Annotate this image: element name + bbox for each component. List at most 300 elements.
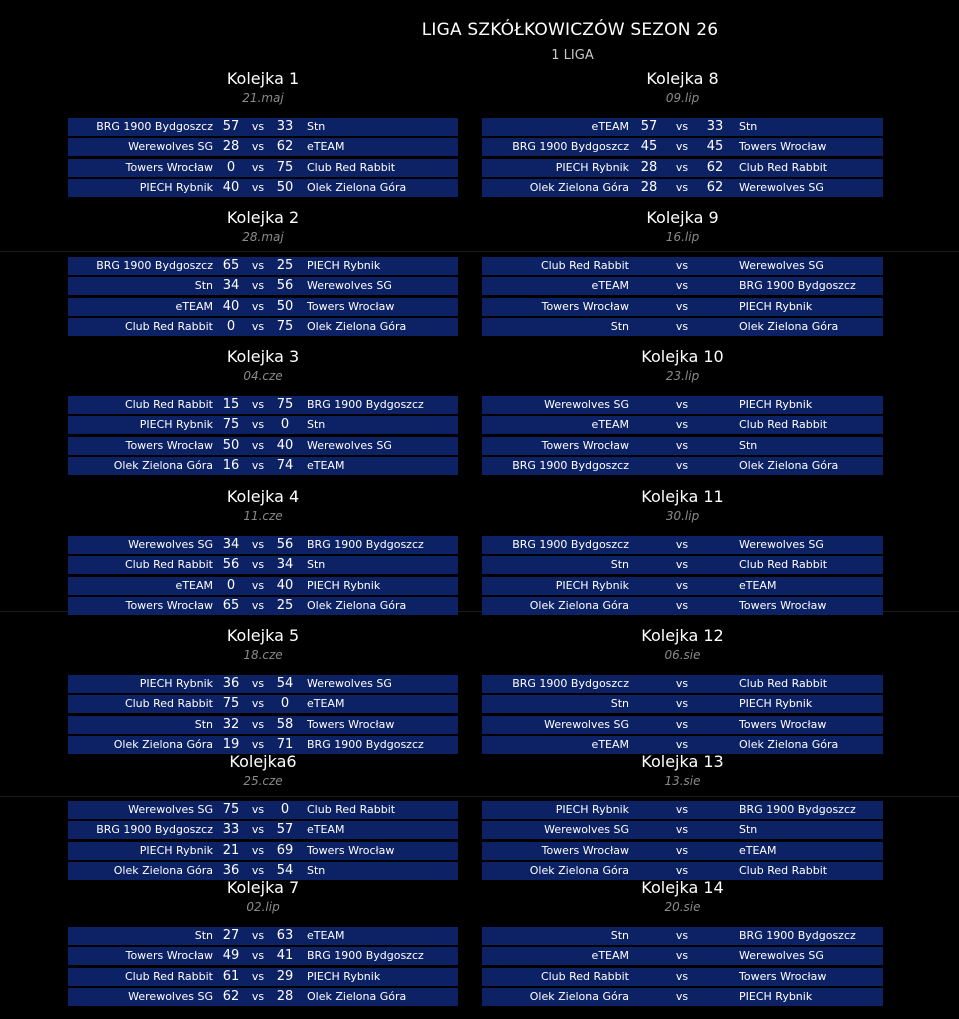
away-score: 50 xyxy=(276,298,294,314)
round-title: Kolejka 3 xyxy=(226,347,300,366)
away-score: 62 xyxy=(706,179,724,195)
round-block xyxy=(68,751,458,882)
home-score xyxy=(629,318,669,336)
match-row xyxy=(482,416,883,434)
match-row xyxy=(68,179,458,197)
away-score xyxy=(695,318,735,336)
home-score xyxy=(629,716,669,734)
home-score: 40 xyxy=(222,298,240,314)
home-score xyxy=(629,396,669,414)
away-team: PIECH Rybnik xyxy=(739,299,813,313)
versus-label: vs xyxy=(675,697,689,711)
home-team: Stn xyxy=(194,717,213,731)
round-title: Kolejka 5 xyxy=(226,626,300,645)
home-score: 56 xyxy=(222,557,240,573)
match-row xyxy=(482,118,883,136)
versus-label: vs xyxy=(675,299,689,313)
match-row xyxy=(68,396,458,414)
home-score xyxy=(629,821,669,839)
away-team: eTEAM xyxy=(307,697,345,711)
home-score: 34 xyxy=(222,278,240,294)
home-score: 36 xyxy=(222,676,240,691)
home-team: eTEAM xyxy=(591,120,629,133)
away-score: 0 xyxy=(280,802,290,817)
away-team: Olek Zielona Góra xyxy=(307,319,407,333)
away-score: 33 xyxy=(706,119,724,134)
home-team: BRG 1900 Bydgoszcz xyxy=(96,259,213,272)
match-row xyxy=(482,318,883,336)
round-title: Kolejka 4 xyxy=(226,487,300,506)
home-team: eTEAM xyxy=(591,418,629,432)
match-row xyxy=(68,695,458,713)
home-team: Club Red Rabbit xyxy=(124,697,213,711)
versus-label: vs xyxy=(251,180,265,194)
match-row xyxy=(482,842,883,860)
home-score xyxy=(629,675,669,693)
versus-label: vs xyxy=(251,677,265,690)
away-team: PIECH Rybnik xyxy=(739,989,813,1003)
home-score: 75 xyxy=(222,417,240,433)
versus-label: vs xyxy=(251,949,265,963)
versus-label: vs xyxy=(251,929,265,942)
away-score xyxy=(695,842,735,860)
away-score: 29 xyxy=(276,968,294,984)
home-team: Club Red Rabbit xyxy=(124,398,213,411)
round-title: Kolejka 10 xyxy=(641,347,724,366)
round-date: 02.lip xyxy=(246,900,280,914)
match-row xyxy=(482,821,883,839)
home-team: Olek Zielona Góra xyxy=(529,180,629,194)
match-row xyxy=(68,927,458,945)
away-score xyxy=(695,947,735,965)
away-team: Werewolves SG xyxy=(739,180,824,194)
home-team: eTEAM xyxy=(591,949,629,963)
home-score: 62 xyxy=(222,988,240,1004)
away-team: PIECH Rybnik xyxy=(307,969,381,983)
home-score: 21 xyxy=(222,842,240,858)
home-team: Werewolves SG xyxy=(544,717,629,731)
home-score: 28 xyxy=(640,159,658,175)
away-score: 40 xyxy=(276,437,294,453)
away-team: Club Red Rabbit xyxy=(739,418,828,432)
versus-label: vs xyxy=(675,578,689,592)
match-row xyxy=(68,577,458,595)
round-title: Kolejka 13 xyxy=(641,752,724,771)
versus-label: vs xyxy=(675,319,689,333)
away-team: Club Red Rabbit xyxy=(739,558,828,572)
home-score: 32 xyxy=(222,716,240,732)
away-score xyxy=(695,457,735,475)
away-team: Stn xyxy=(307,558,326,572)
versus-label: vs xyxy=(251,319,265,333)
away-score: 45 xyxy=(706,139,724,155)
home-score xyxy=(629,298,669,316)
page-subtitle: 1 LIGA xyxy=(551,48,594,63)
match-row xyxy=(482,988,883,1006)
away-score: 75 xyxy=(276,397,294,412)
away-team: Towers Wrocław xyxy=(307,299,395,313)
home-team: Olek Zielona Góra xyxy=(529,989,629,1003)
away-score xyxy=(695,821,735,839)
match-row xyxy=(68,801,458,819)
away-team: Stn xyxy=(739,120,758,133)
match-row xyxy=(482,159,883,177)
away-score: 75 xyxy=(276,159,294,175)
home-team: PIECH Rybnik xyxy=(139,418,213,432)
home-team: Olek Zielona Góra xyxy=(113,737,213,751)
home-score: 50 xyxy=(222,437,240,453)
away-score: 63 xyxy=(276,928,294,943)
match-row xyxy=(68,556,458,574)
page-title: LIGA SZKÓŁKOWICZÓW SEZON 26 xyxy=(421,20,719,40)
versus-label: vs xyxy=(675,538,689,551)
match-row xyxy=(482,437,883,455)
match-row xyxy=(68,716,458,734)
match-row xyxy=(68,159,458,177)
versus-label: vs xyxy=(675,803,689,816)
away-team: Stn xyxy=(307,120,326,133)
round-block xyxy=(68,486,458,617)
versus-label: vs xyxy=(675,438,689,452)
round-date: 25.cze xyxy=(243,774,283,788)
home-score: 27 xyxy=(222,928,240,943)
match-row xyxy=(482,277,883,295)
home-team: Club Red Rabbit xyxy=(124,319,213,333)
round-block xyxy=(482,486,883,617)
home-score: 75 xyxy=(222,696,240,712)
round-date: 30.lip xyxy=(665,509,700,523)
home-score: 0 xyxy=(226,318,236,334)
home-team: Werewolves SG xyxy=(544,823,629,837)
versus-label: vs xyxy=(675,398,689,411)
versus-label: vs xyxy=(251,989,265,1003)
away-score: 56 xyxy=(276,537,294,552)
home-score: 28 xyxy=(222,139,240,155)
away-score xyxy=(695,695,735,713)
versus-label: vs xyxy=(675,140,689,154)
home-team: Club Red Rabbit xyxy=(124,969,213,983)
away-team: Stn xyxy=(739,823,758,837)
away-score: 54 xyxy=(276,862,294,878)
round-date: 23.lip xyxy=(665,369,700,383)
home-score: 45 xyxy=(640,139,658,155)
away-team: PIECH Rybnik xyxy=(307,259,381,272)
home-score: 40 xyxy=(222,179,240,195)
versus-label: vs xyxy=(251,259,265,272)
versus-label: vs xyxy=(251,140,265,154)
away-team: Olek Zielona Góra xyxy=(307,989,407,1003)
home-team: Club Red Rabbit xyxy=(540,969,629,983)
match-row xyxy=(482,556,883,574)
away-team: Olek Zielona Góra xyxy=(739,319,839,333)
round-block xyxy=(482,68,883,199)
home-score: 0 xyxy=(226,577,236,593)
round-title: Kolejka 7 xyxy=(226,878,300,897)
round-block xyxy=(68,625,458,756)
home-team: Stn xyxy=(194,929,213,942)
home-team: PIECH Rybnik xyxy=(555,160,629,174)
home-score: 16 xyxy=(222,457,240,473)
away-team: Towers Wrocław xyxy=(739,969,827,983)
match-row xyxy=(482,947,883,965)
away-score: 25 xyxy=(276,258,294,273)
home-score: 0 xyxy=(226,159,236,175)
home-team: BRG 1900 Bydgoszcz xyxy=(512,538,629,551)
home-score: 65 xyxy=(222,258,240,273)
home-team: Stn xyxy=(610,558,629,572)
match-row xyxy=(68,118,458,136)
match-row xyxy=(68,536,458,554)
home-score xyxy=(629,437,669,455)
match-row xyxy=(68,842,458,860)
away-team: BRG 1900 Bydgoszcz xyxy=(739,803,856,816)
home-score: 57 xyxy=(222,119,240,134)
home-team: Towers Wrocław xyxy=(541,438,629,452)
away-team: Werewolves SG xyxy=(739,949,824,963)
home-score xyxy=(629,556,669,574)
versus-label: vs xyxy=(251,803,265,816)
round-date: 11.cze xyxy=(243,509,283,523)
away-score: 57 xyxy=(276,822,294,838)
versus-label: vs xyxy=(251,418,265,432)
away-team: eTEAM xyxy=(307,140,345,154)
away-team: Stn xyxy=(307,863,326,877)
home-score xyxy=(629,416,669,434)
home-team: Towers Wrocław xyxy=(541,299,629,313)
away-score xyxy=(695,437,735,455)
home-team: PIECH Rybnik xyxy=(139,180,213,194)
home-team: Olek Zielona Góra xyxy=(113,458,213,472)
match-row xyxy=(68,277,458,295)
away-score: 71 xyxy=(276,736,294,752)
versus-label: vs xyxy=(675,279,689,293)
versus-label: vs xyxy=(675,737,689,751)
home-score xyxy=(629,257,669,275)
versus-label: vs xyxy=(251,737,265,751)
match-row xyxy=(482,968,883,986)
versus-label: vs xyxy=(251,438,265,452)
home-score xyxy=(629,842,669,860)
away-team: BRG 1900 Bydgoszcz xyxy=(739,279,856,293)
away-score xyxy=(695,716,735,734)
away-score xyxy=(695,927,735,945)
home-team: BRG 1900 Bydgoszcz xyxy=(512,677,629,690)
home-score: 57 xyxy=(640,119,658,134)
match-row xyxy=(68,821,458,839)
away-team: Club Red Rabbit xyxy=(739,863,828,877)
home-score: 75 xyxy=(222,802,240,817)
away-team: Olek Zielona Góra xyxy=(307,598,407,612)
home-team: BRG 1900 Bydgoszcz xyxy=(512,140,629,154)
home-team: Stn xyxy=(610,319,629,333)
home-team: Club Red Rabbit xyxy=(540,259,629,272)
match-row xyxy=(68,597,458,615)
home-team: PIECH Rybnik xyxy=(555,578,629,592)
away-team: Stn xyxy=(739,438,758,452)
away-score: 0 xyxy=(280,696,290,712)
home-team: Werewolves SG xyxy=(128,538,213,551)
versus-label: vs xyxy=(251,823,265,837)
home-team: PIECH Rybnik xyxy=(139,677,213,690)
away-team: BRG 1900 Bydgoszcz xyxy=(307,538,424,551)
away-team: Club Red Rabbit xyxy=(739,677,828,690)
match-row xyxy=(68,437,458,455)
versus-label: vs xyxy=(251,697,265,711)
home-team: Olek Zielona Góra xyxy=(113,863,213,877)
versus-label: vs xyxy=(675,843,689,857)
away-team: Olek Zielona Góra xyxy=(739,458,839,472)
away-team: Werewolves SG xyxy=(739,538,824,551)
away-score: 41 xyxy=(276,948,294,964)
round-title: Kolejka6 xyxy=(229,752,297,771)
match-row xyxy=(482,138,883,156)
away-team: eTEAM xyxy=(307,929,345,942)
home-team: eTEAM xyxy=(175,299,213,313)
versus-label: vs xyxy=(251,398,265,411)
versus-label: vs xyxy=(675,863,689,877)
home-score xyxy=(629,801,669,819)
match-row xyxy=(482,801,883,819)
away-score xyxy=(695,556,735,574)
away-team: Towers Wrocław xyxy=(739,717,827,731)
match-row xyxy=(68,318,458,336)
round-block xyxy=(68,68,458,199)
away-team: Club Red Rabbit xyxy=(307,160,396,174)
home-score: 49 xyxy=(222,948,240,964)
versus-label: vs xyxy=(251,578,265,592)
away-score xyxy=(695,298,735,316)
match-row xyxy=(482,396,883,414)
home-score xyxy=(629,597,669,615)
round-block xyxy=(482,346,883,477)
round-date: 09.lip xyxy=(665,91,700,105)
away-score: 25 xyxy=(276,597,294,613)
away-team: Club Red Rabbit xyxy=(739,160,828,174)
home-team: eTEAM xyxy=(591,279,629,293)
match-row xyxy=(482,577,883,595)
away-score xyxy=(695,968,735,986)
match-row xyxy=(482,597,883,615)
home-team: Werewolves SG xyxy=(128,140,213,154)
away-score xyxy=(695,396,735,414)
match-row xyxy=(482,457,883,475)
away-team: eTEAM xyxy=(307,458,345,472)
versus-label: vs xyxy=(675,558,689,572)
home-team: Werewolves SG xyxy=(128,989,213,1003)
home-team: Club Red Rabbit xyxy=(124,558,213,572)
round-title: Kolejka 9 xyxy=(646,208,719,227)
home-score xyxy=(629,577,669,595)
home-team: Stn xyxy=(610,929,629,942)
round-title: Kolejka 1 xyxy=(226,69,300,88)
away-score xyxy=(695,801,735,819)
home-team: PIECH Rybnik xyxy=(139,843,213,857)
versus-label: vs xyxy=(251,969,265,983)
match-row xyxy=(68,988,458,1006)
away-team: eTEAM xyxy=(307,823,345,837)
round-date: 06.sie xyxy=(664,648,701,662)
home-team: Stn xyxy=(610,697,629,711)
versus-label: vs xyxy=(251,843,265,857)
away-team: Werewolves SG xyxy=(307,677,392,690)
away-team: Olek Zielona Góra xyxy=(307,180,407,194)
away-team: BRG 1900 Bydgoszcz xyxy=(739,929,856,942)
round-date: 16.lip xyxy=(665,230,700,244)
versus-label: vs xyxy=(675,458,689,472)
away-team: Stn xyxy=(307,418,326,432)
home-team: Olek Zielona Góra xyxy=(529,598,629,612)
away-score: 54 xyxy=(276,676,294,691)
match-row xyxy=(68,457,458,475)
away-team: BRG 1900 Bydgoszcz xyxy=(307,949,424,963)
round-date: 04.cze xyxy=(243,369,283,383)
home-team: Werewolves SG xyxy=(544,398,629,411)
home-team: Towers Wrocław xyxy=(541,843,629,857)
round-block xyxy=(68,207,458,338)
away-score xyxy=(695,536,735,554)
versus-label: vs xyxy=(675,823,689,837)
versus-label: vs xyxy=(675,418,689,432)
home-score: 34 xyxy=(222,537,240,552)
round-date: 20.sie xyxy=(664,900,701,914)
versus-label: vs xyxy=(675,969,689,983)
versus-label: vs xyxy=(675,989,689,1003)
home-team: Towers Wrocław xyxy=(125,949,213,963)
away-team: Club Red Rabbit xyxy=(307,803,396,816)
versus-label: vs xyxy=(675,929,689,942)
away-team: PIECH Rybnik xyxy=(739,697,813,711)
round-title: Kolejka 14 xyxy=(641,878,724,897)
away-team: PIECH Rybnik xyxy=(739,398,813,411)
away-score: 28 xyxy=(276,988,294,1004)
away-score: 50 xyxy=(276,179,294,195)
home-score: 33 xyxy=(222,822,240,838)
home-team: Werewolves SG xyxy=(128,803,213,816)
match-row xyxy=(68,675,458,693)
match-row xyxy=(482,927,883,945)
round-date: 18.cze xyxy=(243,648,283,662)
round-title: Kolejka 12 xyxy=(641,626,724,645)
versus-label: vs xyxy=(251,120,265,133)
home-score: 36 xyxy=(222,862,240,878)
home-score xyxy=(629,988,669,1006)
home-team: Stn xyxy=(194,279,213,293)
away-team: Werewolves SG xyxy=(739,259,824,272)
versus-label: vs xyxy=(675,160,689,174)
versus-label: vs xyxy=(251,458,265,472)
home-team: eTEAM xyxy=(591,737,629,751)
round-date: 28.maj xyxy=(242,230,284,244)
versus-label: vs xyxy=(251,717,265,731)
match-row xyxy=(68,968,458,986)
away-team: PIECH Rybnik xyxy=(307,578,381,592)
away-team: eTEAM xyxy=(739,843,777,857)
versus-label: vs xyxy=(675,259,689,272)
home-score xyxy=(629,457,669,475)
match-row xyxy=(482,298,883,316)
away-score: 40 xyxy=(276,577,294,593)
match-row xyxy=(482,675,883,693)
match-row xyxy=(68,138,458,156)
away-team: Olek Zielona Góra xyxy=(739,737,839,751)
home-score: 19 xyxy=(222,736,240,752)
round-block xyxy=(482,877,883,1008)
round-title: Kolejka 11 xyxy=(641,487,724,506)
match-row xyxy=(482,179,883,197)
away-team: eTEAM xyxy=(739,578,777,592)
away-score: 75 xyxy=(276,318,294,334)
home-score xyxy=(629,927,669,945)
